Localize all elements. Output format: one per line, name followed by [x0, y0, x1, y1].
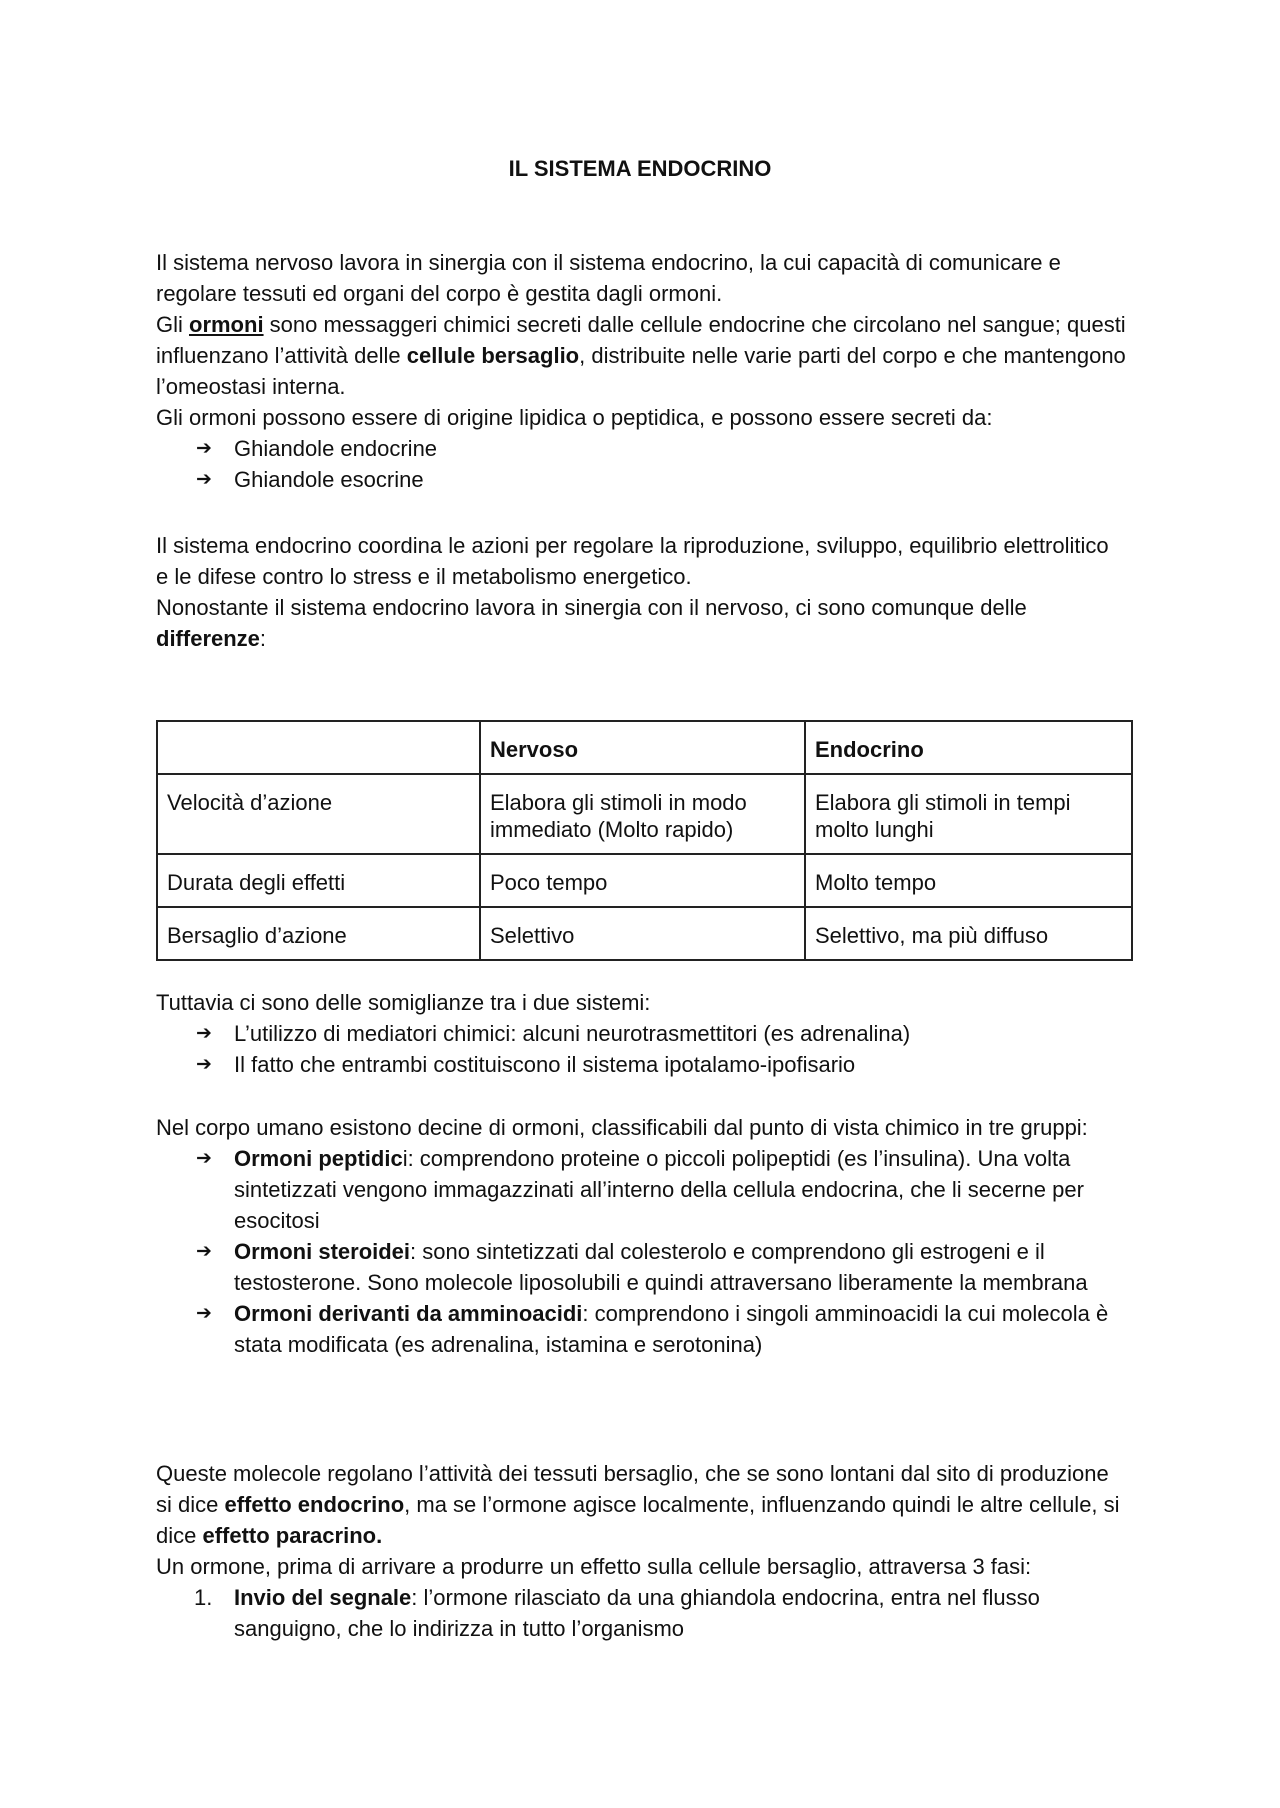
bold-term-differenze: differenze — [156, 626, 260, 651]
list-item: ➔ L’utilizzo di mediatori chimici: alcuni neurotrasmettitori (es adrenalina) — [156, 1018, 1126, 1049]
intro-paragraph-2 — [156, 309, 1126, 402]
table-row — [157, 907, 1132, 960]
bold-term-ormoni — [189, 312, 264, 337]
bold-term: Ormoni steroidei — [234, 1239, 411, 1264]
list-item — [156, 1143, 1126, 1236]
intro-section — [156, 247, 1126, 495]
intro-paragraph-1: Il sistema nervoso lavora in sinergia con il sistema endocrino, la cui capacità di comunicare e regolare tessuti ed organi del corpo è gestita dagli ormoni. — [156, 250, 1061, 306]
intro-paragraph-3: Gli ormoni possono essere di origine lipidica o peptidica, e possono essere secreti da: — [156, 405, 993, 430]
table-row — [157, 774, 1132, 854]
groups-section — [156, 1112, 1126, 1360]
coordination-paragraph-2 — [156, 592, 1126, 654]
effects-section — [156, 1458, 1126, 1644]
text-span: , distribuite nelle varie parti del corpo e che mantengono l’omeostasi interna. — [156, 343, 1126, 399]
differences-table — [156, 720, 1133, 961]
table-cell: Velocità d’azione — [157, 774, 480, 854]
list-item — [156, 1236, 1126, 1298]
glands-list — [156, 433, 1126, 495]
text-span: Nonostante il sistema endocrino lavora in sinergia con il nervoso, ci sono comunque delle — [156, 595, 1027, 620]
table-cell: Molto tempo — [805, 854, 1132, 907]
bold-term: Ormoni derivanti da amminoacidi — [234, 1301, 583, 1326]
similarities-intro: Tuttavia ci sono delle somiglianze tra i due sistemi: — [156, 990, 651, 1015]
table-header-cell: Nervoso — [480, 721, 805, 774]
table-cell: Elabora gli stimoli in modo immediato (Molto rapido) — [480, 774, 805, 854]
table-cell: Selettivo — [480, 907, 805, 960]
text-span: i: comprendono proteine o piccoli polipeptidi (es l’insulina). Una volta sintetizzati vengono immagazzinati all’interno della cellula endocrina, che li secerne per esocitosi — [234, 1146, 1084, 1233]
table-row — [157, 854, 1132, 907]
text-span: : — [259, 626, 267, 651]
table-cell: Bersaglio d’azione — [157, 907, 480, 960]
coordination-paragraph-1: Il sistema endocrino coordina le azioni per regolare la riproduzione, sviluppo, equilibrio elettrolitico e le difese contro lo stress e il metabolismo energetico. — [156, 533, 1109, 589]
page-title: IL SISTEMA ENDOCRINO — [508, 156, 772, 181]
list-item: ➔ Il fatto che entrambi costituiscono il sistema ipotalamo-ipofisario — [156, 1049, 1126, 1080]
bold-term-effetto-endocrino: effetto endocrino — [224, 1492, 405, 1517]
table-cell: Elabora gli stimoli in tempi molto lunghi — [805, 774, 1132, 854]
list-item: ➔ Ghiandole endocrine — [156, 433, 1126, 464]
text-span: : l’ormone rilasciato da una ghiandola endocrina, entra nel flusso sanguigno, che lo indirizza in tutto l’organismo — [234, 1585, 1040, 1641]
underlined-term: ormoni — [189, 312, 264, 337]
text-span: sono messaggeri chimici secreti dalle cellule endocrine che circolano nel sangue; questi influenzano l’attività delle — [156, 312, 1126, 368]
text-span: , ma se l’ormone agisce localmente, influenzando quindi le altre cellule, si dice — [156, 1492, 1120, 1548]
text-span: Gli — [156, 312, 189, 337]
coordination-section — [156, 530, 1126, 654]
table-cell: Durata degli effetti — [157, 854, 480, 907]
table-header-row — [157, 721, 1132, 774]
list-item — [156, 1298, 1126, 1360]
table-cell: Selettivo, ma più diffuso — [805, 907, 1132, 960]
list-item: ➔ Ghiandole esocrine — [156, 464, 1126, 495]
bold-term: Invio del segnale — [234, 1585, 412, 1610]
text-span: Queste molecole regolano l’attività dei tessuti bersaglio, che se sono lontani dal sito di produzione si dice — [156, 1461, 1109, 1517]
table-cell: Poco tempo — [480, 854, 805, 907]
groups-intro: Nel corpo umano esistono decine di ormoni, classificabili dal punto di vista chimico in tre gruppi: — [156, 1115, 1088, 1140]
phases-list — [156, 1582, 1126, 1644]
effects-paragraph-2: Un ormone, prima di arrivare a produrre un effetto sulla cellule bersaglio, attraversa 3 fasi: — [156, 1554, 1032, 1579]
text-span: : sono sintetizzati dal colesterolo e comprendono gli estrogeni e il testosterone. Sono molecole liposolubili e quindi attraversano liberamente la membrana — [234, 1239, 1088, 1295]
similarities-section — [156, 987, 1126, 1080]
bold-term-effetto-paracrino: effetto paracrino. — [202, 1523, 383, 1548]
bold-term-cellule-bersaglio: cellule bersaglio — [406, 343, 580, 368]
bold-term: Ormoni peptidic — [234, 1146, 403, 1171]
table-header-cell — [157, 721, 480, 774]
list-item — [156, 1582, 1126, 1644]
effects-paragraph-1 — [156, 1458, 1126, 1551]
table-header-cell: Endocrino — [805, 721, 1132, 774]
similarities-list — [156, 1018, 1126, 1080]
groups-list — [156, 1143, 1126, 1360]
list-number: 1. — [194, 1585, 213, 1610]
text-span: : comprendono i singoli amminoacidi la cui molecola è stata modificata (es adrenalina, istamina e serotonina) — [234, 1301, 1109, 1357]
